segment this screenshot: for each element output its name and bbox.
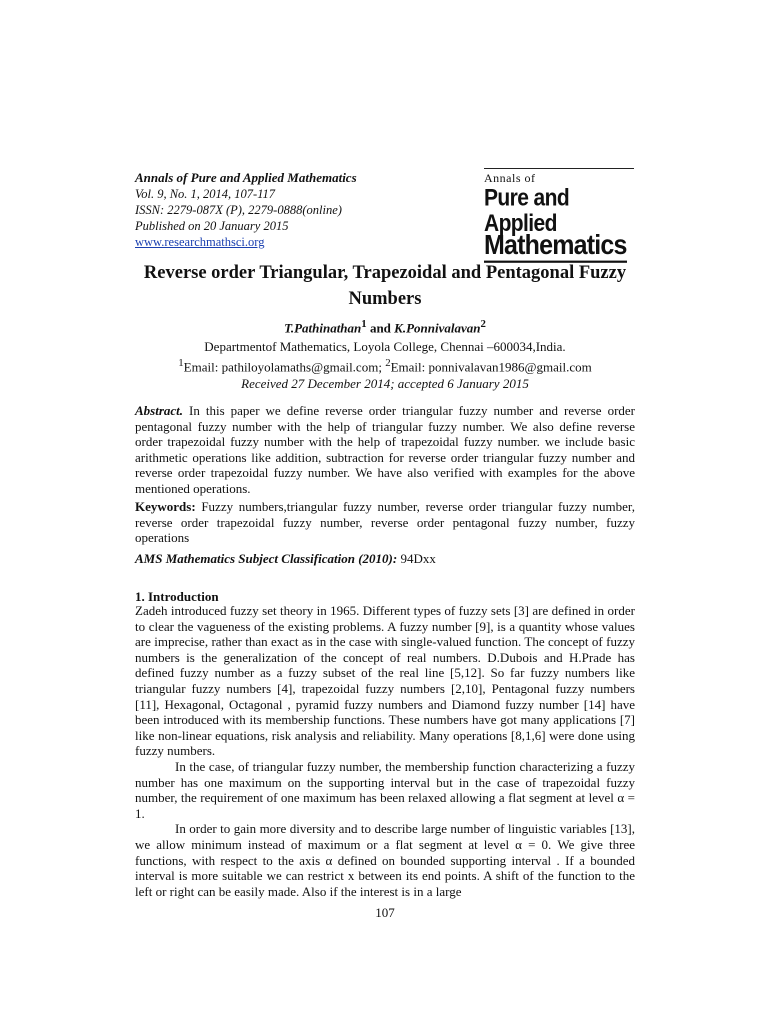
logo-annals-text: Annals of — [484, 171, 536, 185]
journal-logo — [484, 168, 636, 261]
introduction-body — [135, 603, 635, 899]
logo-pure-applied-text: Pure and Applied — [484, 184, 570, 237]
keywords-label: Keywords: — [135, 499, 196, 514]
affiliation: Departmentof Mathematics, Loyola College, Chennai –600034,India. — [204, 339, 566, 354]
logo-rule — [484, 168, 634, 169]
page-number: 107 — [375, 905, 395, 920]
author-2-sup: 2 — [480, 318, 486, 330]
journal-issn: ISSN: 2279-087X (P), 2279-0888(online) — [135, 203, 342, 217]
intro-paragraph-2: In the case, of triangular fuzzy number, the membership function characterizing a fuzzy number has one maximum on the supporting interval but in the case of trapezoidal fuzzy number, the requirement of one maximum has been relaxed allowing a flat segment at level α = 1. — [135, 758, 635, 821]
logo-mathematics-text: Mathematics — [484, 232, 627, 263]
journal-url-link[interactable]: www.researchmathsci.org — [135, 235, 265, 249]
intro-paragraph-3: In order to gain more diversity and to describe large number of linguistic variables [13], we allow minimum instead of maximum or a flat segment at level α = 0. We give three functions, with respect to the axis α defined on bounded supporting interval . If a bounded interval is more suitable we can restrict x between its end points. A shift of the function to the left or right can be easily made. Also if the interest is in a large — [135, 821, 635, 899]
email-1: Email: pathiloyolamaths@gmail.com; — [183, 359, 386, 375]
email-2-sup: 2 — [385, 357, 391, 369]
abstract — [135, 403, 635, 496]
emails — [135, 355, 635, 375]
journal-volume: Vol. 9, No. 1, 2014, 107-117 — [135, 187, 276, 201]
keywords — [135, 499, 635, 546]
email-1-sup: 1 — [178, 357, 184, 369]
author-2: K.Ponnivalavan — [394, 320, 481, 336]
author-and: and — [366, 320, 395, 336]
keywords-text: Fuzzy numbers,triangular fuzzy number, reverse order triangular fuzzy number, reverse order trapezoidal fuzzy number, reverse order pentagonal fuzzy number, fuzzy operations — [135, 499, 635, 545]
abstract-label: Abstract. — [135, 403, 184, 418]
journal-info — [135, 170, 465, 250]
ams-label: AMS Mathematics Subject Classification (2010): — [135, 551, 398, 566]
affiliation-block — [135, 338, 635, 375]
section-heading-introduction: 1. Introduction — [135, 589, 219, 604]
paper-authors — [135, 318, 635, 336]
author-1: T.Pathinathan — [284, 320, 362, 336]
ams-text: 94Dxx — [397, 551, 436, 566]
email-2: Email: ponnivalavan1986@gmail.com — [390, 359, 592, 375]
author-1-sup: 1 — [361, 318, 367, 330]
abstract-text: In this paper we define reverse order triangular fuzzy number and reverse order pentagonal fuzzy number with the help of triangular fuzzy number. We also define reverse order trapezoidal fuzzy number with the help of trapezoidal fuzzy number. we include basic arithmetic operations like addition, subtraction for reverse order triangular fuzzy number and reverse order trapezoidal fuzzy number. We have also verified with examples for the above mentioned operations. — [135, 403, 635, 496]
received-dates: Received 27 December 2014; accepted 6 January 2015 — [241, 376, 529, 391]
ams-classification — [135, 551, 635, 567]
journal-name: Annals of Pure and Applied Mathematics — [135, 170, 357, 185]
paper-title: Reverse order Triangular, Trapezoidal and Pentagonal Fuzzy Numbers — [143, 263, 627, 309]
intro-paragraph-1: Zadeh introduced fuzzy set theory in 1965. Different types of fuzzy sets [3] are defined in order to clear the vagueness of the existing problems. A fuzzy number [9], is a quantity whose values are imprecise, rather than exact as in the case with single-valued function. The concept of fuzzy numbers is the generalization of the concept of real numbers. D.Dubois and H.Prade has defined fuzzy number as a fuzzy subset of the real line [5,12]. So far fuzzy numbers like triangular fuzzy numbers [4], trapezoidal fuzzy numbers [2,10], Pentagonal fuzzy numbers [11], Hexagonal, Octagonal , pyramid fuzzy numbers and Diamond fuzzy number [14] have been introduced with its membership functions. These numbers have got many applications [7] like non-linear equations, risk analysis and reliability. Many operations [8,1,6] were done using fuzzy numbers. — [135, 603, 635, 759]
journal-published: Published on 20 January 2015 — [135, 219, 289, 233]
